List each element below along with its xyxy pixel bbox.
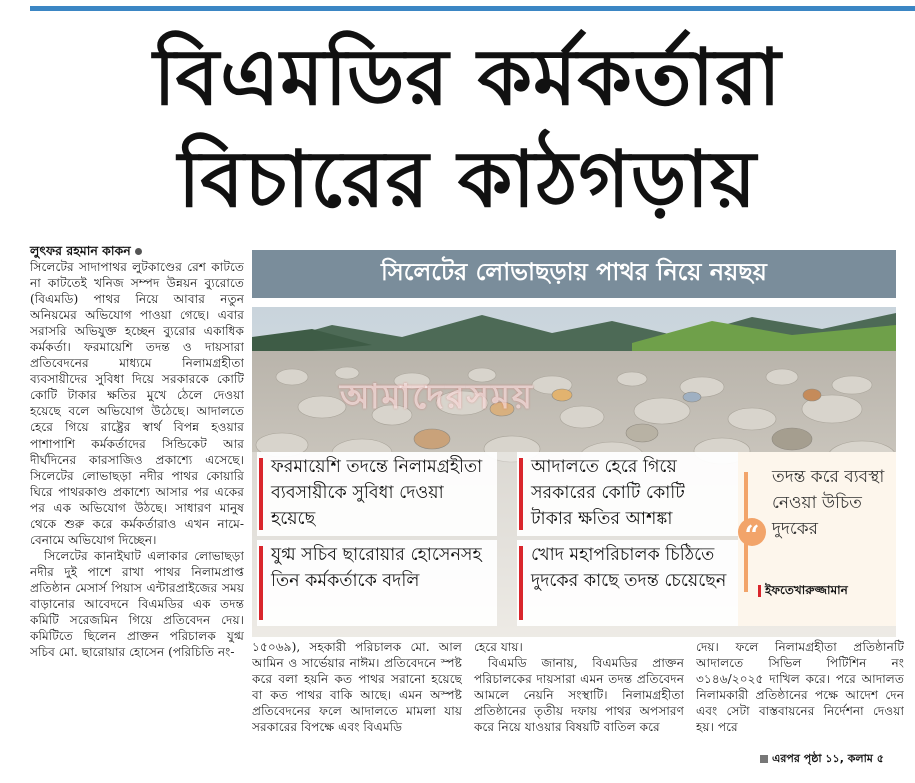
continued-square-icon bbox=[760, 755, 768, 763]
article-column-3 bbox=[474, 639, 684, 779]
article-paragraph: সিলেটের কানাইঘাট এলাকার লোভাছড়া নদীর দুই পাশে রাখা পাথর নিলামপ্রাপ্ত প্রতিষ্ঠান মেসার্স পিয়াস এন্টারপ্রাইজের সময় বাড়ানোর আবেদনে বিএমডির এক তদন্ত কমিটি সরেজমিন গিয়ে প্রতিবেদন দেয়। কমিটিতে ছিলেন প্রাক্তন পরিচালক যুগ্ম সচিব মো. ছারোয়ার হোসেন (পরিচিতি নং- bbox=[30, 548, 244, 660]
article-paragraph: সিলেটের সাদাপাথর লুটকাণ্ডের রেশ কাটতে না কাটতেই খনিজ সম্পদ উন্নয়ন ব্যুরোতে (বিএমডি) পাথর নিয়ে আবার নতুন অনিয়মের অভিযোগ পাওয়া গেছে। এবার সরাসরি অভিযুক্ত হচ্ছেন ব্যুরোর একাধিক কর্মকর্তা। ফরমায়েশি তদন্ত ও দায়সারা প্রতিবেদনের মাধ্যমে নিলামগ্রহীতা ব্যবসায়ীদের সুবিধা দিয়ে সরকারকে কোটি কোটি টাকার ক্ষতির মুখে ঠেলে দেওয়া হয়েছে বলে অভিযোগ উঠেছে। আদালতে হেরে গিয়ে রাষ্ট্রের স্বার্থ বিপন্ন হওয়ার পাশাপাশি কর্মকর্তাদের সিন্ডিকেট আর দীর্ঘদিনের কারসাজিও প্রকাশ্যে এসেছে। সিলেটের লোভাছড়া নদীর পাথর কোয়ারি ঘিরে পাথরকাণ্ড প্রকাশ্যে আসার পর একের পর এক অভিযোগ উঠছে। সাধারণ মানুষ থেকে শুরু করে কর্মকর্তারাও এখন নামে-বেনামে অভিযোগ দিচ্ছেন। bbox=[30, 260, 244, 547]
continued-text: এরপর পৃষ্ঠা ১১, কলাম ৫ bbox=[772, 752, 884, 765]
byline-name: লুৎফর রহমান কাকন bbox=[30, 243, 131, 258]
article-column-1 bbox=[30, 259, 244, 779]
article-paragraph: হেরে যায়। bbox=[474, 640, 523, 654]
headline-line-1: বিএমডির কর্মকর্তারা bbox=[153, 33, 782, 123]
article-paragraph: বিএমডি জানায়, বিএমডির প্রাক্তন পরিচালকের দায়সারা এমন তদন্ত প্রতিবেদন আমলে নেয়নি সংস্থাটি। নিলামগ্রহীতা প্রতিষ্ঠানের তৃতীয় দফায় পাথর অপসারণ করে নিয়ে যাওয়ার বিষয়টি বাতিল করে bbox=[474, 656, 684, 735]
expert-quote-box bbox=[738, 452, 896, 626]
photo-watermark: আমাদেরসময় bbox=[340, 377, 534, 417]
expert-quote-text: তদন্ত করে ব্যবস্থা নেওয়া উচিত দুদকের bbox=[772, 467, 885, 539]
article-column-2 bbox=[252, 639, 462, 779]
pull-quote-1: ফরমায়েশি তদন্তে নিলামগ্রহীতা ব্যবসায়ীকে সুবিধা দেওয়া হয়েছে bbox=[257, 452, 497, 536]
top-rule bbox=[30, 6, 915, 11]
headline-line-2: বিচারের কাঠগড়ায় bbox=[178, 135, 757, 225]
continued-on bbox=[760, 750, 884, 769]
article-paragraph: দেয়। ফলে নিলামগ্রহীতা প্রতিষ্ঠানটি আদালতে সিভিল পিটিশিন নং ৩১৪৬/২০২৫ দাখিল করে। পরে আদালত নিলামকারী প্রতিষ্ঠানের পক্ষে আদেশ দেন এবং সেটা বাস্তবায়নের নির্দেশনা দেওয়া হয়। পরে bbox=[696, 640, 904, 735]
expert-quote-author bbox=[758, 582, 892, 602]
pull-quote-3: যুগ্ম সচিব ছারোয়ার হোসেনসহ তিন কর্মকর্তাকে বদলি bbox=[257, 540, 497, 626]
author-marker bbox=[758, 585, 761, 597]
pull-quote-4: খোদ মহাপরিচালক চিঠিতে দুদকের কাছে তদন্ত চেয়েছেন bbox=[517, 540, 739, 626]
article-paragraph: ১৫০৬৯), সহকারী পরিচালক মো. আল আমিন ও সার্ভেয়ার নাঈম। প্রতিবেদনে স্পষ্ট করে বলা হয়নি কত পাথর সরানো হয়েছে বা কত পাথর বাকি আছে। এমন অস্পষ্ট প্রতিবেদনের ফলে আদালতে মামলা যায় সরকারের বিপক্ষে এবং বিএমডি bbox=[252, 640, 462, 735]
photo-banner: সিলেটের লোভাছড়ায় পাথর নিয়ে নয়ছয় bbox=[252, 250, 896, 298]
byline-dot-icon bbox=[135, 248, 142, 255]
article-column-4 bbox=[696, 639, 904, 759]
quote-mark-icon: “ bbox=[738, 518, 766, 546]
pull-quote-2: আদালতে হেরে গিয়ে সরকারের কোটি কোটি টাকার ক্ষতির আশঙ্কা bbox=[517, 452, 739, 536]
expert-quote-author-name: ইফতেখারুজ্জামান bbox=[765, 583, 848, 597]
